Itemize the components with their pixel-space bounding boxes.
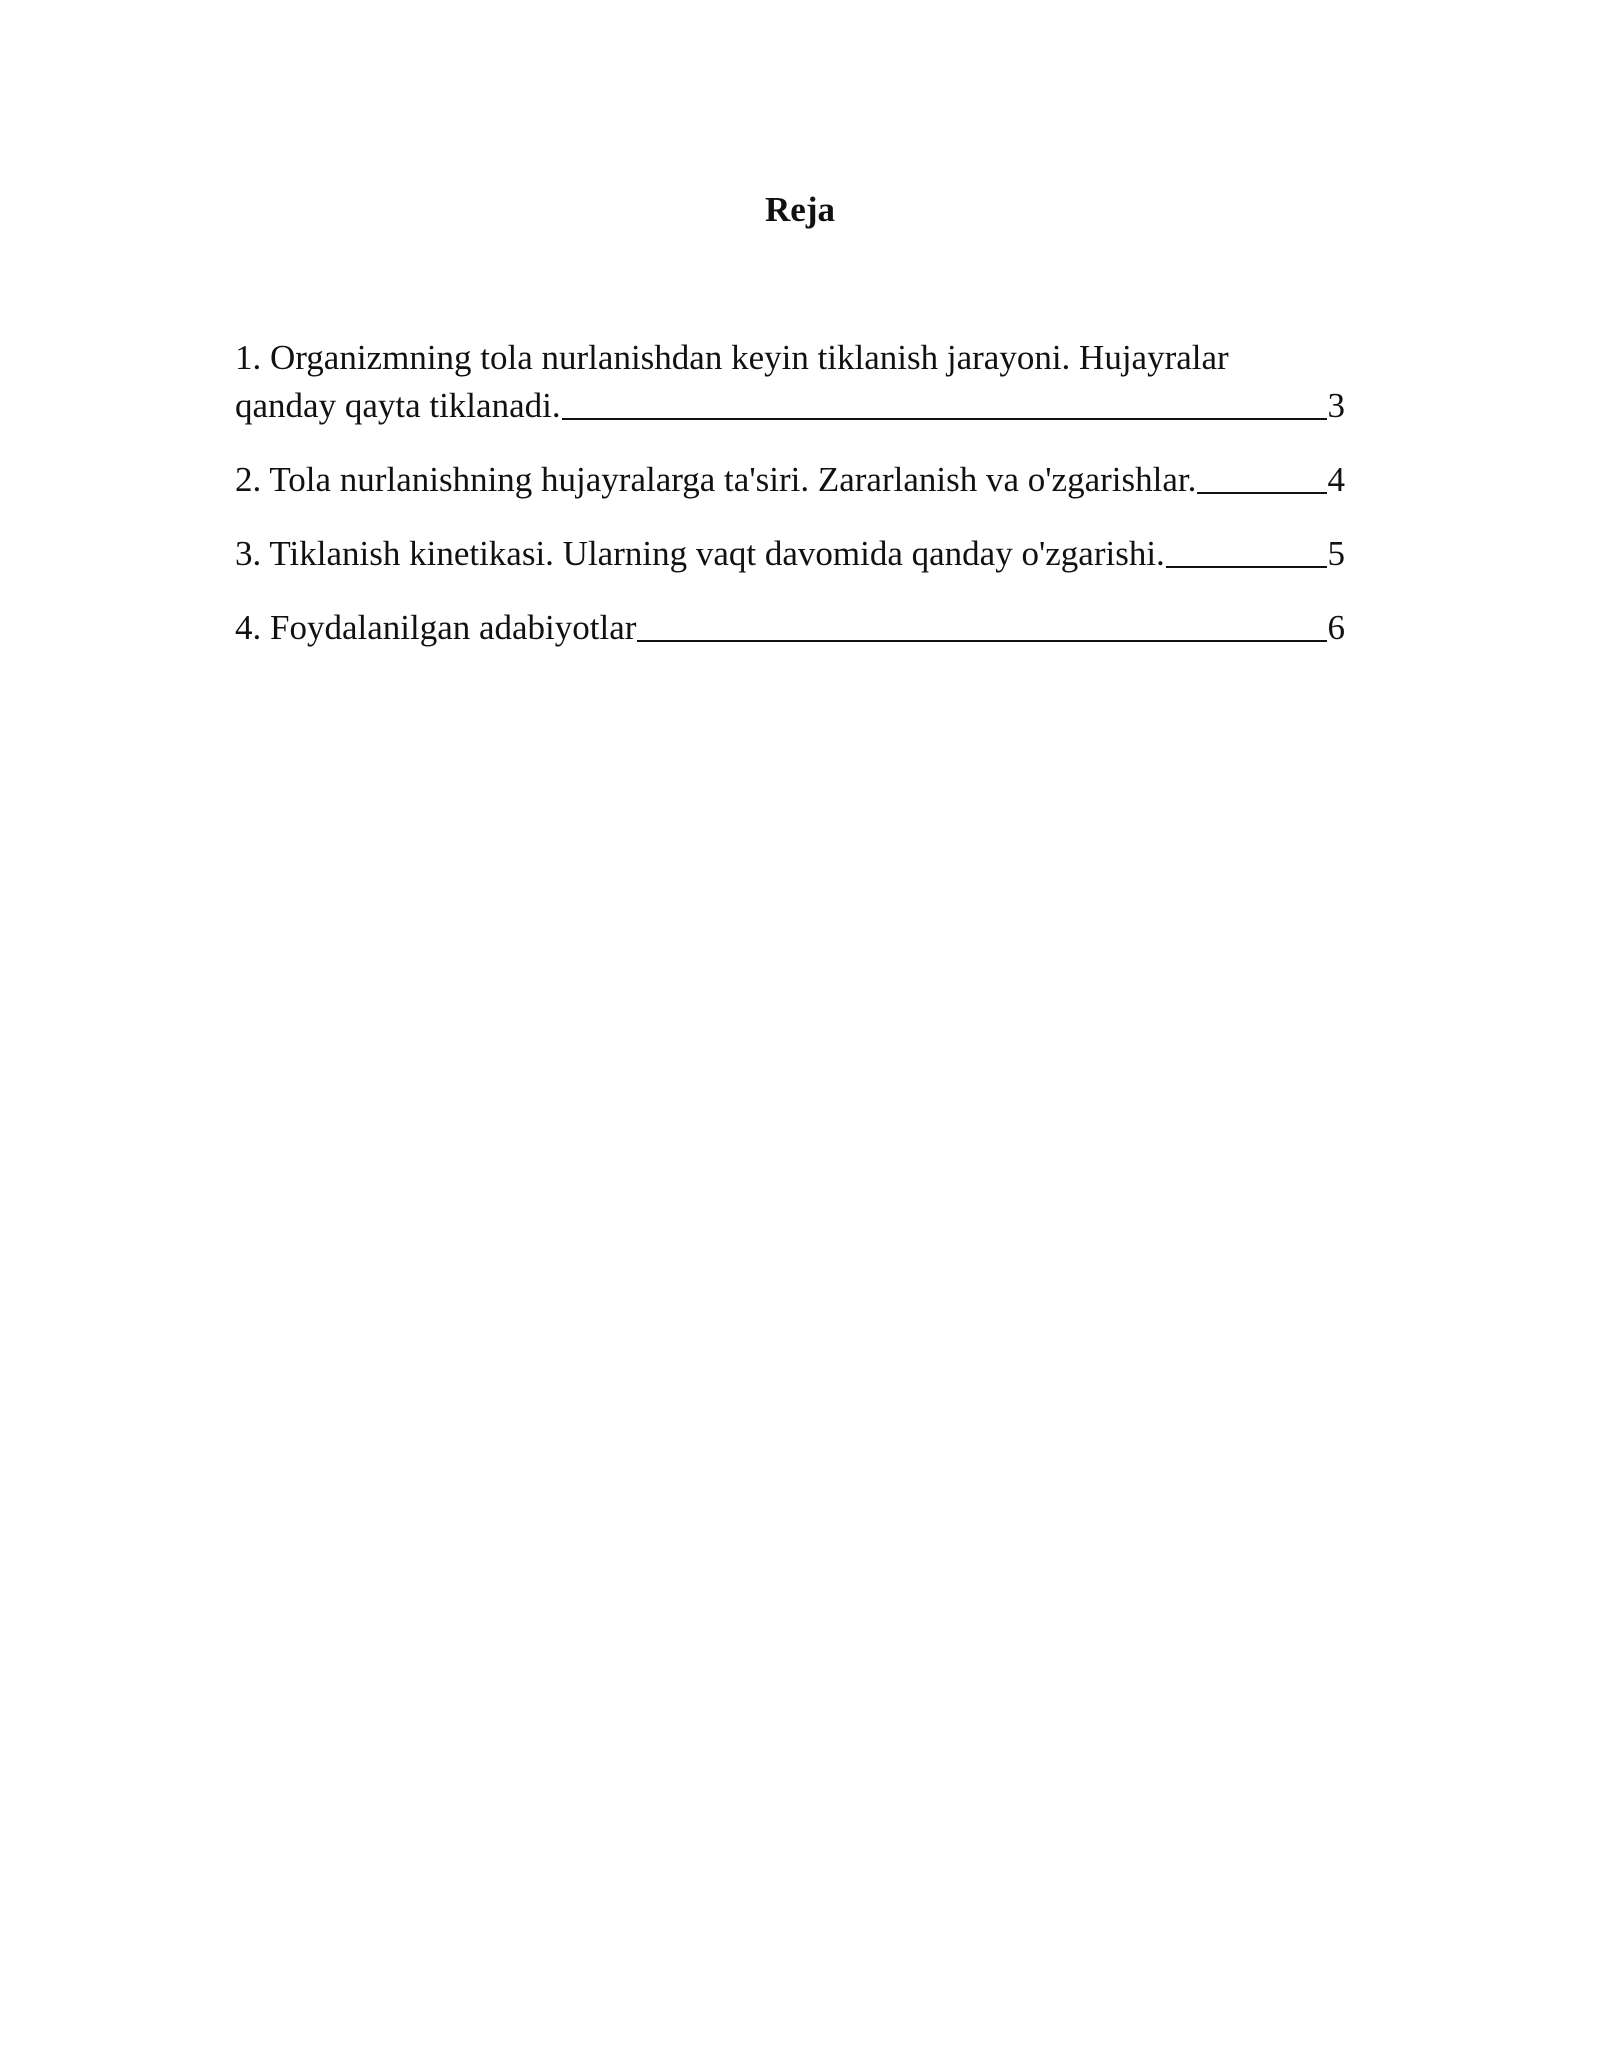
dot-leader <box>637 640 1326 642</box>
toc-entry-text-line-1: 1. Organizmning tola nurlanishdan keyin tiklanish jarayoni. Hujayralar <box>235 338 1229 377</box>
toc-entry-3[interactable] <box>235 530 1345 578</box>
toc-page-number: 5 <box>1327 534 1345 573</box>
toc-entry-1[interactable] <box>235 334 1345 430</box>
toc-page-number: 3 <box>1327 386 1345 425</box>
table-of-contents <box>235 334 1345 678</box>
toc-page-number: 4 <box>1327 460 1345 499</box>
toc-entry-last-line <box>235 604 1345 652</box>
page-title: Reja <box>765 190 835 229</box>
dot-leader <box>1197 492 1326 494</box>
toc-entry-2[interactable] <box>235 456 1345 504</box>
toc-page-number: 6 <box>1327 608 1345 647</box>
toc-entry-text: 2. Tola nurlanishning hujayralarga ta'siri. Zararlanish va o'zgarishlar. <box>235 460 1197 499</box>
toc-entry-last-line <box>235 382 1345 430</box>
toc-entry-text: 3. Tiklanish kinetikasi. Ularning vaqt davomida qanday o'zgarishi. <box>235 534 1165 573</box>
dot-leader <box>562 418 1327 420</box>
toc-entry-text: qanday qayta tiklanadi. <box>235 386 561 425</box>
toc-entry-text: 4. Foydalanilgan adabiyotlar <box>235 608 637 647</box>
toc-entry-last-line <box>235 456 1345 504</box>
toc-entry-4[interactable] <box>235 604 1345 652</box>
toc-entry-last-line <box>235 530 1345 578</box>
dot-leader <box>1166 566 1327 568</box>
